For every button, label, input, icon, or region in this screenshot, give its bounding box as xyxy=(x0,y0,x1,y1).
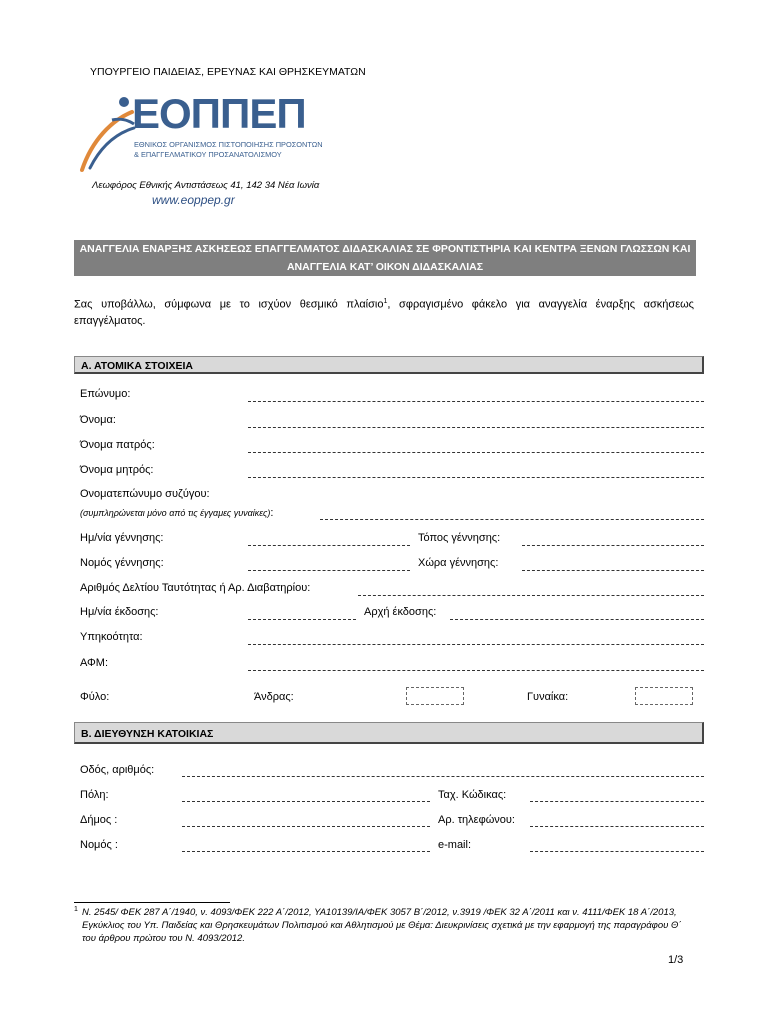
page-number: 1/3 xyxy=(668,954,684,966)
issue-authority-label: Αρχή έκδοσης: xyxy=(364,606,437,618)
father-name-label: Όνομα πατρός: xyxy=(80,439,155,451)
banner-line-2: ΑΝΑΓΓΕΛΙΑ ΚΑΤ’ ΟΙΚΟΝ ΔΙΔΑΣΚΑΛΙΑΣ xyxy=(286,261,484,273)
spouse-label: Ονοματεπώνυμο συζύγου: xyxy=(80,488,210,500)
birth-place-field[interactable] xyxy=(522,545,704,546)
postal-code-label: Ταχ. Κώδικας: xyxy=(438,789,507,801)
citizenship-label: Υπηκοότητα: xyxy=(80,631,143,643)
address: Λεωφόρος Εθνικής Αντιστάσεως 41, 142 34 Νέα Ιωνία xyxy=(92,180,320,191)
logo-subtitle-1: ΕΘΝΙΚΟΣ ΟΡΓΑΝΙΣΜΟΣ ΠΙΣΤΟΠΟΙΗΣΗΣ ΠΡΟΣΟΝΤΩΝ xyxy=(134,140,323,149)
id-number-label: Αριθμός Δελτίου Ταυτότητας ή Αρ. Διαβατηρίου: xyxy=(80,582,311,594)
citizenship-field[interactable] xyxy=(248,644,704,645)
email-field[interactable] xyxy=(530,851,704,852)
phone-field[interactable] xyxy=(530,826,704,827)
logo-wordmark: ΕΟΠΠΕΠ xyxy=(132,90,306,137)
phone-label: Αρ. τηλεφώνου: xyxy=(438,814,515,826)
municipality-field[interactable] xyxy=(182,826,430,827)
intro-before: Σας υποβάλλω, σύμφωνα με το ισχύον θεσμικό πλαίσιο xyxy=(74,298,384,311)
birth-date-field[interactable] xyxy=(248,545,410,546)
municipality-label: Δήμος : xyxy=(80,814,118,826)
section-b-header: Β. ΔΙΕΥΘΥΝΣΗ ΚΑΤΟΙΚΙΑΣ xyxy=(74,722,704,744)
male-checkbox[interactable] xyxy=(406,687,464,705)
prefecture-field[interactable] xyxy=(182,851,430,852)
street-label: Οδός, αριθμός: xyxy=(80,764,155,776)
city-label: Πόλη: xyxy=(80,789,109,801)
intro-after: , σφραγισμένο φάκελο για αναγγελία έναρξης ασκήσεως επαγγέλματος. xyxy=(74,298,694,327)
city-field[interactable] xyxy=(182,801,430,802)
name-label: Όνομα: xyxy=(80,414,116,426)
intro-paragraph xyxy=(74,294,694,329)
birth-prefecture-label: Νομός γέννησης: xyxy=(80,557,164,569)
spouse-field[interactable] xyxy=(320,519,704,520)
mother-name-label: Όνομα μητρός: xyxy=(80,464,154,476)
birth-place-label: Τόπος γέννησης: xyxy=(418,532,501,544)
banner-line-1: ΑΝΑΓΓΕΛΙΑ ΕΝΑΡΞΗΣ ΑΣΚΗΣΕΩΣ ΕΠΑΓΓΕΛΜΑΤΟΣ ΔΙΔΑΣΚΑΛΙΑΣ ΣΕ ΦΡΟΝΤΙΣΤΗΡΙΑ ΚΑΙ ΚΕΝΤΡΑ ΞΕΝΩΝ ΓΛΩΣΣΩΝ ΚΑΙ xyxy=(79,243,691,255)
section-a-header: Α. ΑΤΟΜΙΚΑ ΣΤΟΙΧΕΙΑ xyxy=(74,356,704,374)
birth-prefecture-field[interactable] xyxy=(248,570,410,571)
issue-date-field[interactable] xyxy=(248,619,356,620)
id-number-field[interactable] xyxy=(358,595,704,596)
eoppep-logo xyxy=(72,90,342,180)
female-checkbox[interactable] xyxy=(635,687,693,705)
gender-label: Φύλο: xyxy=(80,691,110,703)
surname-label: Επώνυμο: xyxy=(80,388,131,400)
male-label: Άνδρας: xyxy=(254,691,294,703)
spouse-note: (συμπληρώνεται μόνο από τις έγγαμες γυναίκες): xyxy=(80,507,274,519)
logo-subtitle-2: & ΕΠΑΓΓΕΛΜΑΤΙΚΟΥ ΠΡΟΣΑΝΑΤΟΛΙΣΜΟΥ xyxy=(134,150,282,159)
issue-date-label: Ημ/νία έκδοσης: xyxy=(80,606,159,618)
afm-label: ΑΦΜ: xyxy=(80,657,109,669)
footnote-ref: 1 xyxy=(383,298,388,305)
issue-authority-field[interactable] xyxy=(450,619,704,620)
birth-country-label: Χώρα γέννησης: xyxy=(418,557,499,569)
birth-country-field[interactable] xyxy=(522,570,704,571)
form-title-banner xyxy=(74,240,696,276)
mother-name-field[interactable] xyxy=(248,477,704,478)
footnote-number: 1 xyxy=(74,906,78,913)
birth-date-label: Ημ/νία γέννησης: xyxy=(80,532,164,544)
ministry-name: ΥΠΟΥΡΓΕΙΟ ΠΑΙΔΕΙΑΣ, ΕΡΕΥΝΑΣ ΚΑΙ ΘΡΗΣΚΕΥΜΑΤΩΝ xyxy=(90,66,366,78)
footnote-text: Ν. 2545/ ΦΕΚ 287 Α΄/1940, ν. 4093/ΦΕΚ 222 Α΄/2012, ΥΑ10139/ΙΑ/ΦΕΚ 3057 Β΄/2012, ν.3919 /ΦΕΚ 32 Α΄/2011 και ν. 4111/ΦΕΚ 18 Α΄/2013, Εγκύκλιος του Υπ. Παιδείας και Θρησκευμάτων Πολιτισμού και Αθλητισμού με Θέμα: Διευκρινίσεις σχετικά με την εφαρμογή της παραγράφου Θ΄ του άρθρου πρώτου του Ν. 4093/2012. xyxy=(82,907,682,944)
afm-field[interactable] xyxy=(248,670,704,671)
name-field[interactable] xyxy=(248,427,704,428)
website-link[interactable]: www.eoppep.gr xyxy=(152,193,235,207)
father-name-field[interactable] xyxy=(248,452,704,453)
female-label: Γυναίκα: xyxy=(527,691,569,703)
street-field[interactable] xyxy=(182,776,704,777)
surname-field[interactable] xyxy=(248,401,704,402)
footnote-divider xyxy=(74,902,230,903)
email-label: e-mail: xyxy=(438,839,472,851)
postal-code-field[interactable] xyxy=(530,801,704,802)
prefecture-label: Νομός : xyxy=(80,839,118,851)
